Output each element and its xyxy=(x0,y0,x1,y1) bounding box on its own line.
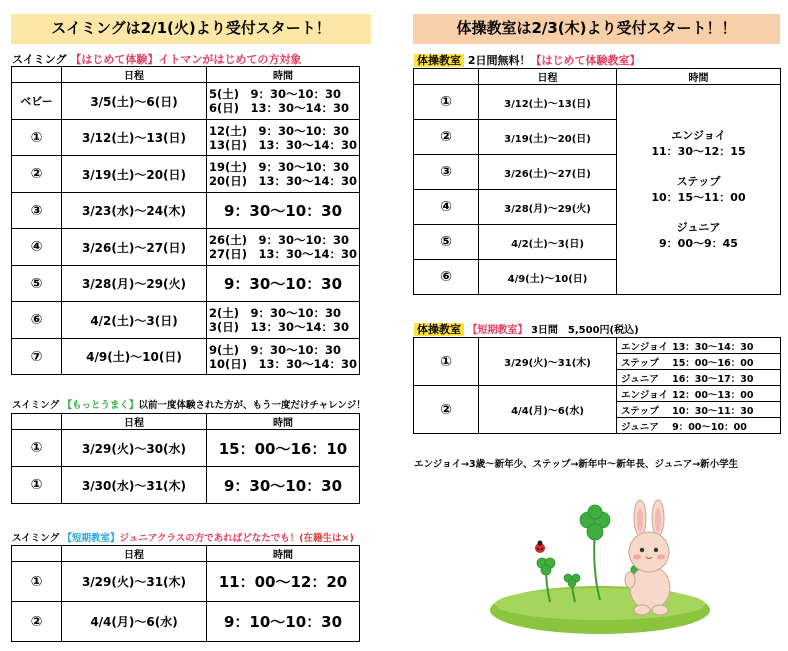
swim-trial-heading: スイミング 【はじめて体験】イトマンがはじめての方対象 xyxy=(12,53,302,66)
swim-short-table: 日程 時間 ① 3/29(火)～31(木) 11：00～12：20 ② 4/4(月)～6(水) 9：10～10：30 xyxy=(11,545,360,642)
table-row: ① 3/29(火)～31(木) 11：00～12：20 xyxy=(12,562,360,602)
table-row: ④ 3/28(月)～29(火) xyxy=(414,190,781,225)
table-row: ④ 3/26(土)～27(日) 26(土) 9：30～10：30 27(日) 13：30～14：30 xyxy=(12,229,360,266)
gym-short-heading: 体操教室 【短期教室】 3日間 5,500円(税込) xyxy=(414,321,639,337)
swim-trial-table: 日程 時間 ベビー 3/5(土)～6(日) 5(土) 9：30～10：30 6(日) 13：30～14：30 ① 3/12(土)～13(日) 12(土) 9：30～10：30 13(日) 13：30～14：30 ② 3/19(土)～20(日) 19(土) 9：30～10：30 20(日) 13：30～14：30 ③ 3/23(水)～24(木) 9：30～10：30 ④ 3/26(土)～27(日) 26(土) 9：30～10：30 27(日) 13：30～14：30 ⑤ 3/28(月)～29(火) 9：30～10：30 ⑥ 4/2(土)～3(日) 2(土) 9：30～10：30 3(日) 13：30～14：30 ⑦ 4/9(土)～10(日) 9(土) 9：30～10：30 10(日) 13：30～14：30 xyxy=(11,66,360,375)
rabbit-icon xyxy=(625,500,670,615)
table-row: ② 3/19(土)～20(日) xyxy=(414,120,781,155)
swimming-banner: スイミングは2/1(火)より受付スタート！ xyxy=(11,14,371,44)
table-row: ⑥ 4/2(土)～3(日) 2(土) 9：30～10：30 3(日) 13：30～14：30 xyxy=(12,302,360,339)
table-row: ⑤ 3/28(月)～29(火) 9：30～10：30 xyxy=(12,266,360,302)
table-row: ⑥ 4/9(土)～10(日) xyxy=(414,260,781,295)
table-row: ① 3/12(土)～13(日) エンジョイ 11：30～12：15 ステップ 10：15～11：00 ジュニア 9：00～9：45 xyxy=(414,85,781,120)
rabbit-clover-illustration xyxy=(480,490,720,640)
table-row: ① 3/29(火)～30(水) 15：00～16：10 xyxy=(12,430,360,467)
table-row: ① 3/29(火)～31(木) エンジョイ 13：30～14：30 xyxy=(414,338,781,354)
gym-trial-times: エンジョイ 11：30～12：15 ステップ 10：15～11：00 ジュニア 9：00～9：45 xyxy=(617,85,781,295)
gym-age-footnote: エンジョイ→3歳～新年少、ステップ→新年中～新年長、ジュニア→新小学生 xyxy=(414,459,739,470)
table-row: ③ 3/26(土)～27(日) xyxy=(414,155,781,190)
table-row: ⑦ 4/9(土)～10(日) 9(土) 9：30～10：30 10(日) 13：30～14：30 xyxy=(12,339,360,375)
swim-again-heading: スイミング 【もっとうまく】以前一度体験された方が、もう一度だけチャレンジ！ xyxy=(12,400,366,411)
table-row: ベビー 3/5(土)～6(日) 5(土) 9：30～10：30 6(日) 13：30～14：30 xyxy=(12,83,360,120)
table-row: ① 3/12(土)～13(日) 12(土) 9：30～10：30 13(日) 13：30～14：30 xyxy=(12,120,360,156)
gym-short-table: ① 3/29(火)～31(木) エンジョイ 13：30～14：30 ステップ 15：00～16：00 ジュニア 16：30～17：30 ② 4/4(月)～6(水) エンジョイ 12：00～13：00 ステップ 10：30～11：30 ジュニア 9：00～10：00 xyxy=(413,337,781,434)
ladybug-icon xyxy=(535,541,545,554)
gymnastics-banner: 体操教室は2/3(木)より受付スタート！！ xyxy=(413,14,780,44)
gym-trial-heading: 体操教室 2日間無料！【はじめて体験教室】 xyxy=(414,52,641,68)
table-row: ⑤ 4/2(土)～3(日) xyxy=(414,225,781,260)
table-row: ③ 3/23(水)～24(木) 9：30～10：30 xyxy=(12,193,360,229)
table-row: ① 3/30(水)～31(木) 9：30～10：30 xyxy=(12,467,360,504)
table-row: ② 4/4(月)～6(水) エンジョイ 12：00～13：00 xyxy=(414,386,781,402)
swim-again-table: 日程 時間 ① 3/29(火)～30(水) 15：00～16：10 ① 3/30(水)～31(木) 9：30～10：30 xyxy=(11,413,360,504)
gym-trial-table: 日程 時間 ① 3/12(土)～13(日) エンジョイ 11：30～12：15 ステップ 10：15～11：00 ジュニア 9：00～9：45 ② 3/19(土)～20(日) ③ 3/26(土)～27(日) ④ 3/28(月)～29(火) ⑤ 4/2(土)～3(日) ⑥ 4/9(土)～10(日) xyxy=(413,68,781,295)
swim-short-heading: スイミング 【短期教室】ジュニアクラスの方であればどなたでも！(在籍生は×) xyxy=(12,533,354,544)
table-row: ② 3/19(土)～20(日) 19(土) 9：30～10：30 20(日) 13：30～14：30 xyxy=(12,156,360,193)
table-row: ② 4/4(月)～6(水) 9：10～10：30 xyxy=(12,602,360,642)
